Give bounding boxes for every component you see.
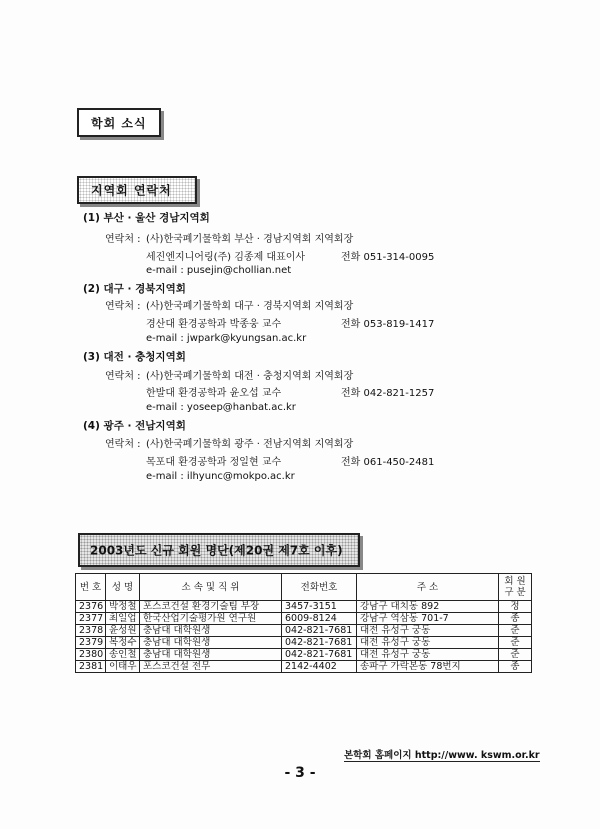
cell-name: 최일업 [106,613,140,625]
cell-address: 대전 유성구 궁동 [357,625,499,637]
region-heading: (4) 광주 · 전남지역회 [83,420,186,432]
contact-phone: 전화 061-450-2481 [341,457,435,468]
table-row [76,601,532,613]
table-row [76,637,532,649]
cell-number: 2380 [76,649,106,661]
contact-phone: 전화 053-819-1417 [341,319,435,330]
cell-affiliation: 한국산업기술평가원 연구원 [140,613,282,625]
contact-org: (사)한국폐기물학회 광주 · 전남지역회 지역회장 [146,439,354,450]
cell-address: 강남구 역삼동 701-7 [357,613,499,625]
table-row [76,661,532,673]
table-header-row [76,574,532,601]
region-heading: (3) 대전 · 충청지역회 [83,351,186,363]
contact-phone: 전화 042-821-1257 [341,388,435,399]
cell-name: 송인철 [106,649,140,661]
homepage-link[interactable]: 본학회 홈페이지 http://www. kswm.or.kr [344,747,540,762]
cell-member-type: 정 [499,601,532,613]
region-heading: (2) 대구 · 경북지역회 [83,283,186,295]
cell-number: 2381 [76,661,106,673]
contact-email: e-mail : ilhyunc@mokpo.ac.kr [146,471,295,482]
new-members-title: 2003년도 신규 회원 명단(제20권 제7호 이후) [78,533,360,567]
cell-phone: 2142-4402 [282,661,357,673]
contact-person: 경산대 환경공학과 박종웅 교수 [146,319,282,330]
cell-affiliation: 충남대 대학원생 [140,637,282,649]
cell-member-type: 준 [499,625,532,637]
cell-address: 송파구 가락본동 78번지 [357,661,499,673]
cell-name: 윤성원 [106,625,140,637]
cell-member-type: 종 [499,613,532,625]
contact-person: 목포대 환경공학과 정일현 교수 [146,457,282,468]
cell-number: 2376 [76,601,106,613]
page-number: - 3 - [284,765,316,781]
cell-name: 복정수 [106,637,140,649]
cell-name: 박정철 [106,601,140,613]
cell-affiliation: 포스코건설 전무 [140,661,282,673]
contact-email: e-mail : yoseep@hanbat.ac.kr [146,402,296,413]
cell-name: 이태우 [106,661,140,673]
new-members-table [75,573,532,673]
cell-phone: 042-821-7681 [282,649,357,661]
cell-affiliation: 충남대 대학원생 [140,649,282,661]
cell-number: 2378 [76,625,106,637]
contact-label: 연락처 : [105,371,141,382]
cell-phone: 042-821-7681 [282,625,357,637]
cell-member-type: 종 [499,661,532,673]
society-news-heading: 학회 소식 [77,108,161,137]
table-row [76,613,532,625]
col-header-phone: 전화번호 [282,574,357,601]
region-heading: (1) 부산 · 울산 경남지역회 [83,212,210,224]
contact-org: (사)한국폐기물학회 대구 · 경북지역회 지역회장 [146,301,354,312]
cell-number: 2377 [76,613,106,625]
col-header-affiliation: 소 속 및 직 위 [140,574,282,601]
col-header-number: 번 호 [76,574,106,601]
table-row [76,649,532,661]
cell-phone: 6009-8124 [282,613,357,625]
contact-label: 연락처 : [105,301,141,312]
contact-phone: 전화 051-314-0095 [341,252,435,263]
cell-address: 대전 유성구 궁동 [357,649,499,661]
contact-email: e-mail : pusejin@chollian.net [146,265,292,276]
regional-contacts-heading: 지역회 연락처 [77,176,197,204]
cell-number: 2379 [76,637,106,649]
table-row [76,625,532,637]
contact-org: (사)한국폐기물학회 대전 · 충청지역회 지역회장 [146,371,354,382]
col-header-member-type: 회 원 구 분 [499,574,532,601]
cell-phone: 3457-3151 [282,601,357,613]
contact-person: 한발대 환경공학과 윤오섭 교수 [146,388,282,399]
col-header-address: 주 소 [357,574,499,601]
contact-org: (사)한국폐기물학회 부산 · 경남지역회 지역회장 [146,234,354,245]
contact-label: 연락처 : [105,439,141,450]
contact-email: e-mail : jwpark@kyungsan.ac.kr [146,333,307,344]
contact-person: 세진엔지니어링(주) 김종제 대표이사 [146,252,306,263]
cell-member-type: 준 [499,649,532,661]
cell-member-type: 준 [499,637,532,649]
cell-address: 강남구 대치동 892 [357,601,499,613]
cell-affiliation: 충남대 대학원생 [140,625,282,637]
cell-phone: 042-821-7681 [282,637,357,649]
contact-label: 연락처 : [105,234,141,245]
cell-affiliation: 포스코건설 환경기술팀 부장 [140,601,282,613]
cell-address: 대전 유성구 궁동 [357,637,499,649]
col-header-name: 성 명 [106,574,140,601]
